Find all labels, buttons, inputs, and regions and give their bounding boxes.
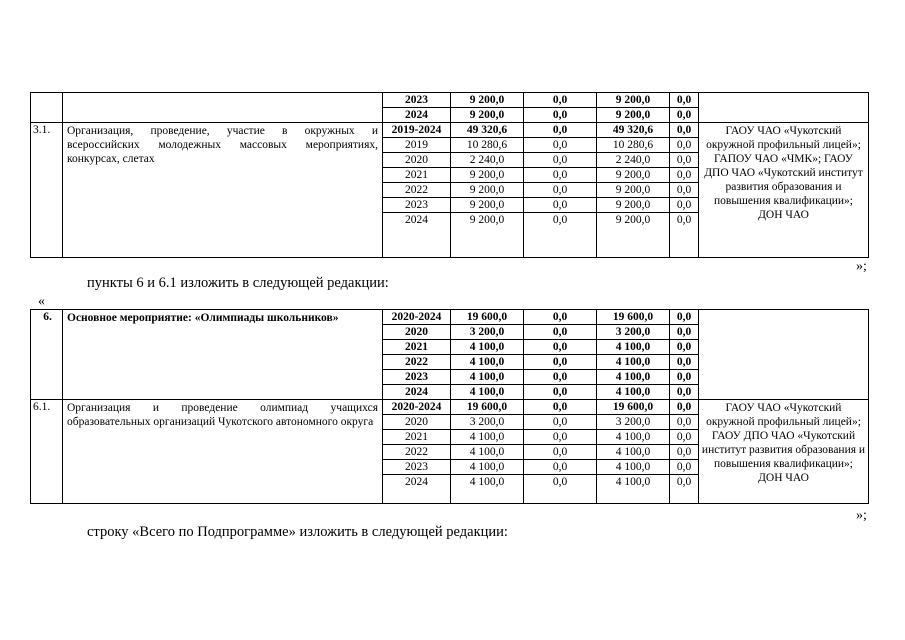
table-row — [31, 93, 869, 108]
regional-cell: 9 200,0 — [597, 168, 670, 183]
regional-cell: 49 320,6 — [597, 123, 670, 138]
total-cell: 9 200,0 — [451, 108, 524, 123]
federal-cell: 0,0 — [524, 415, 597, 430]
federal-cell: 0,0 — [524, 310, 597, 325]
federal-cell: 0,0 — [524, 325, 597, 340]
table-row — [31, 400, 869, 415]
other-cell: 0,0 — [670, 340, 699, 355]
federal-cell: 0,0 — [524, 355, 597, 370]
year-cell: 2020-2024 — [383, 400, 451, 415]
total-cell: 9 200,0 — [451, 213, 524, 258]
table-row — [31, 123, 869, 138]
other-cell: 0,0 — [670, 475, 699, 504]
index-cell: 6.1. — [31, 400, 63, 504]
other-cell: 0,0 — [670, 198, 699, 213]
federal-cell: 0,0 — [524, 370, 597, 385]
federal-cell: 0,0 — [524, 475, 597, 504]
total-cell: 19 600,0 — [451, 310, 524, 325]
regional-cell: 4 100,0 — [597, 475, 670, 504]
regional-cell: 4 100,0 — [597, 460, 670, 475]
other-cell: 0,0 — [670, 93, 699, 108]
federal-cell: 0,0 — [524, 108, 597, 123]
other-cell: 0,0 — [670, 325, 699, 340]
regional-cell: 4 100,0 — [597, 355, 670, 370]
regional-cell: 9 200,0 — [597, 108, 670, 123]
other-cell: 0,0 — [670, 415, 699, 430]
federal-cell: 0,0 — [524, 153, 597, 168]
total-cell: 9 200,0 — [451, 198, 524, 213]
federal-cell: 0,0 — [524, 183, 597, 198]
regional-cell: 4 100,0 — [597, 340, 670, 355]
regional-cell: 9 200,0 — [597, 198, 670, 213]
total-cell: 3 200,0 — [451, 325, 524, 340]
description-cell: Основное мероприятие: «Олимпиады школьников» — [63, 310, 383, 400]
index-cell: 6. — [31, 310, 63, 400]
total-cell: 49 320,6 — [451, 123, 524, 138]
federal-cell: 0,0 — [524, 198, 597, 213]
regional-cell: 10 280,6 — [597, 138, 670, 153]
federal-cell: 0,0 — [524, 123, 597, 138]
year-cell: 2019-2024 — [383, 123, 451, 138]
regional-cell: 4 100,0 — [597, 370, 670, 385]
total-cell: 4 100,0 — [451, 460, 524, 475]
total-cell: 4 100,0 — [451, 385, 524, 400]
year-cell: 2023 — [383, 198, 451, 213]
other-cell: 0,0 — [670, 108, 699, 123]
total-cell: 3 200,0 — [451, 415, 524, 430]
total-cell: 9 200,0 — [451, 183, 524, 198]
other-cell: 0,0 — [670, 213, 699, 258]
regional-cell: 4 100,0 — [597, 430, 670, 445]
year-cell: 2022 — [383, 183, 451, 198]
year-cell: 2024 — [383, 213, 451, 258]
year-cell: 2023 — [383, 370, 451, 385]
regional-cell: 9 200,0 — [597, 183, 670, 198]
closing-quote: »; — [856, 508, 867, 523]
year-cell: 2021 — [383, 168, 451, 183]
total-cell: 9 200,0 — [451, 93, 524, 108]
total-cell: 4 100,0 — [451, 340, 524, 355]
year-cell: 2023 — [383, 460, 451, 475]
regional-cell: 3 200,0 — [597, 415, 670, 430]
regional-cell: 9 200,0 — [597, 93, 670, 108]
description-cell: Организация и проведение олимпиад учащихся образовательных организаций Чукотского автономного округа — [63, 400, 383, 504]
total-cell: 4 100,0 — [451, 355, 524, 370]
executor-cell: ГАОУ ЧАО «Чукотский окружной профильный лицей»; ГАОУ ДПО ЧАО «Чукотский институт развития образования и повышения квалификации»; ДОН ЧАО — [699, 400, 869, 504]
year-cell: 2021 — [383, 340, 451, 355]
other-cell: 0,0 — [670, 183, 699, 198]
federal-cell: 0,0 — [524, 93, 597, 108]
regional-cell: 9 200,0 — [597, 213, 670, 258]
closing-quote: »; — [856, 259, 867, 274]
total-cell: 4 100,0 — [451, 475, 524, 504]
total-cell: 4 100,0 — [451, 445, 524, 460]
other-cell: 0,0 — [670, 460, 699, 475]
table-subprogram-3-1 — [30, 92, 869, 258]
federal-cell: 0,0 — [524, 213, 597, 258]
year-cell: 2019 — [383, 138, 451, 153]
total-cell: 4 100,0 — [451, 430, 524, 445]
table-subprogram-6 — [30, 309, 869, 504]
total-cell: 4 100,0 — [451, 370, 524, 385]
federal-cell: 0,0 — [524, 460, 597, 475]
other-cell: 0,0 — [670, 355, 699, 370]
instruction-text: строку «Всего по Подпрограмме» изложить в следующей редакции: — [87, 524, 508, 540]
year-cell: 2022 — [383, 355, 451, 370]
year-cell: 2024 — [383, 385, 451, 400]
other-cell: 0,0 — [670, 168, 699, 183]
year-cell: 2024 — [383, 475, 451, 504]
federal-cell: 0,0 — [524, 168, 597, 183]
executor-cell — [699, 310, 869, 400]
federal-cell: 0,0 — [524, 400, 597, 415]
description-cell — [63, 93, 383, 123]
regional-cell: 19 600,0 — [597, 310, 670, 325]
instruction-text: пункты 6 и 6.1 изложить в следующей редакции: — [87, 275, 389, 291]
index-cell: 3.1. — [31, 123, 63, 258]
other-cell: 0,0 — [670, 385, 699, 400]
description-cell: Организация, проведение, участие в окружных и всероссийских молодежных массовых мероприятиях, конкурсах, слетах — [63, 123, 383, 258]
federal-cell: 0,0 — [524, 340, 597, 355]
total-cell: 19 600,0 — [451, 400, 524, 415]
regional-cell: 4 100,0 — [597, 445, 670, 460]
executor-cell — [699, 93, 869, 123]
other-cell: 0,0 — [670, 153, 699, 168]
table-row — [31, 310, 869, 325]
total-cell: 9 200,0 — [451, 168, 524, 183]
regional-cell: 19 600,0 — [597, 400, 670, 415]
year-cell: 2022 — [383, 445, 451, 460]
total-cell: 10 280,6 — [451, 138, 524, 153]
year-cell: 2020-2024 — [383, 310, 451, 325]
other-cell: 0,0 — [670, 310, 699, 325]
year-cell: 2023 — [383, 93, 451, 108]
total-cell: 2 240,0 — [451, 153, 524, 168]
year-cell: 2020 — [383, 325, 451, 340]
year-cell: 2020 — [383, 415, 451, 430]
other-cell: 0,0 — [670, 123, 699, 138]
year-cell: 2024 — [383, 108, 451, 123]
executor-cell: ГАОУ ЧАО «Чукотский окружной профильный лицей»; ГАПОУ ЧАО «ЧМК»; ГАОУ ДПО ЧАО «Чукотский институт развития образования и повышения квалификации»; ДОН ЧАО — [699, 123, 869, 258]
year-cell: 2020 — [383, 153, 451, 168]
federal-cell: 0,0 — [524, 385, 597, 400]
other-cell: 0,0 — [670, 430, 699, 445]
other-cell: 0,0 — [670, 138, 699, 153]
other-cell: 0,0 — [670, 400, 699, 415]
federal-cell: 0,0 — [524, 430, 597, 445]
other-cell: 0,0 — [670, 445, 699, 460]
regional-cell: 4 100,0 — [597, 385, 670, 400]
index-cell — [31, 93, 63, 123]
year-cell: 2021 — [383, 430, 451, 445]
federal-cell: 0,0 — [524, 138, 597, 153]
regional-cell: 2 240,0 — [597, 153, 670, 168]
federal-cell: 0,0 — [524, 445, 597, 460]
regional-cell: 3 200,0 — [597, 325, 670, 340]
other-cell: 0,0 — [670, 370, 699, 385]
opening-quote: « — [38, 294, 45, 309]
